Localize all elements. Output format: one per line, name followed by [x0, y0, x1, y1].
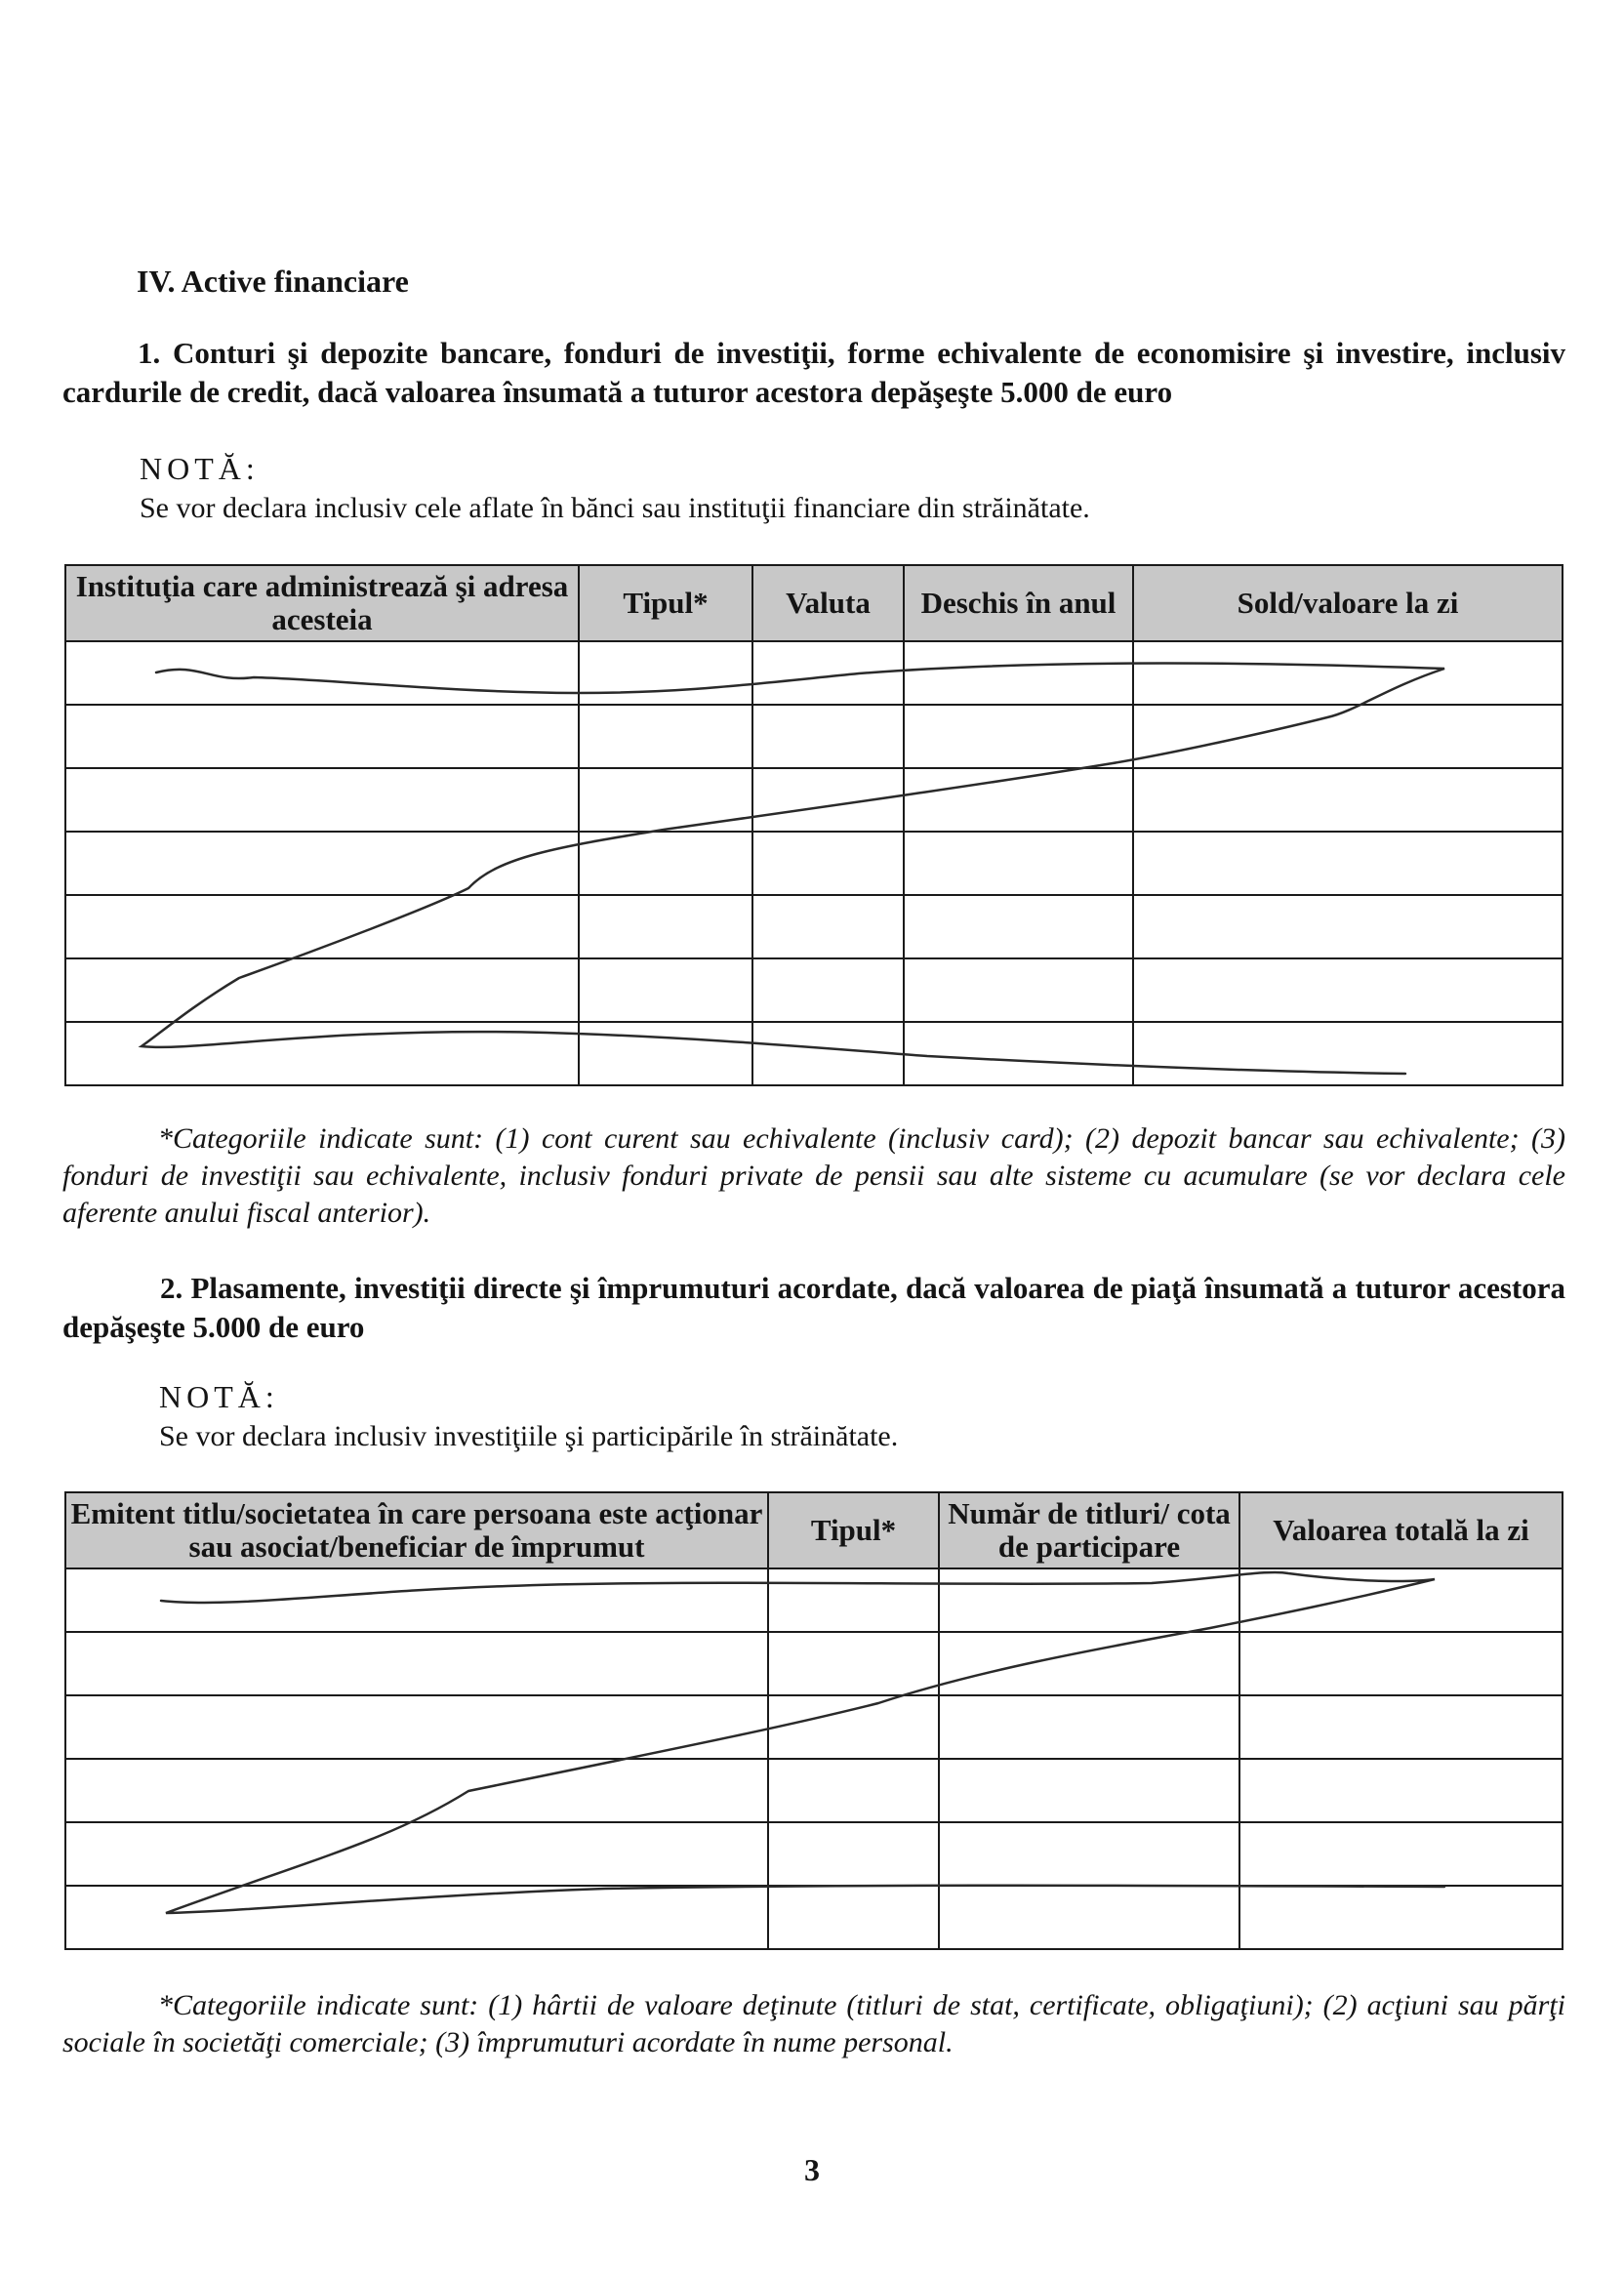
header-type: Tipul* [768, 1492, 939, 1568]
table-row [65, 1886, 1563, 1949]
header-currency: Valuta [752, 565, 904, 641]
table-row [65, 641, 1563, 705]
table-1-body [65, 641, 1563, 1085]
table-row [65, 1759, 1563, 1822]
table-2-body [65, 1568, 1563, 1949]
header-opened-year: Deschis în anul [904, 565, 1133, 641]
header-issuer: Emitent titlu/societatea în care persoana este acţionar sau asociat/beneficiar de împrumut [65, 1492, 768, 1568]
table-row [65, 832, 1563, 895]
header-balance: Sold/valoare la zi [1133, 565, 1563, 641]
header-share-count: Număr de titluri/ cota de participare [939, 1492, 1239, 1568]
table-row [65, 958, 1563, 1022]
table-row [65, 1632, 1563, 1695]
header-institution: Instituţia care administrează şi adresa acesteia [65, 565, 579, 641]
subsection-2-title: 2. Plasamente, investiţii directe şi împrumuturi acordate, dacă valoarea de piaţă însumată a tuturor acestora depăşeşte 5.000 de euro [62, 1271, 1565, 1344]
table-row [65, 705, 1563, 768]
subsection-1-title: 1. Conturi şi depozite bancare, fonduri de investiţii, forme echivalente de economisire şi investire, inclusiv cardurile de credit, dacă valoarea însumată a tuturor acestora depăşeşte 5.000 de euro [62, 336, 1565, 409]
footnote-1: *Categoriile indicate sunt: (1) cont curent sau echivalente (inclusiv card); (2) depozit bancar sau echivalente; (3) fonduri de investiţii sau echivalente, inclusiv fonduri private de pensii sau alte sisteme cu acumulare (se vor declara cele aferente anului fiscal anterior). [62, 1122, 1565, 1229]
page-number: 3 [804, 2152, 820, 2187]
footnote-2: *Categoriile indicate sunt: (1) hârtii de valoare deţinute (titluri de stat, certificate, obligaţiuni); (2) acţiuni sau părţi sociale în societăţi comerciale; (3) împrumuturi acordate în nume personal. [62, 1989, 1565, 2058]
table-financial-accounts [64, 564, 1563, 1086]
table-row [65, 1568, 1563, 1632]
nota-1-label: NOTĂ: [140, 451, 260, 486]
header-type: Tipul* [579, 565, 752, 641]
table-investments [64, 1491, 1563, 1950]
nota-2-text: Se vor declara inclusiv investiţiile şi participările în străinătate. [159, 1420, 899, 1452]
nota-1-text: Se vor declara inclusiv cele aflate în bănci sau instituţii financiare din străinătate. [140, 492, 1090, 524]
header-total-value: Valoarea totală la zi [1239, 1492, 1563, 1568]
table-row [65, 1695, 1563, 1759]
table-row [65, 895, 1563, 958]
table-row [65, 768, 1563, 832]
section-title: IV. Active financiare [137, 264, 409, 299]
table-row [65, 1822, 1563, 1886]
table-row [65, 1022, 1563, 1085]
nota-2-label: NOTĂ: [159, 1379, 279, 1414]
